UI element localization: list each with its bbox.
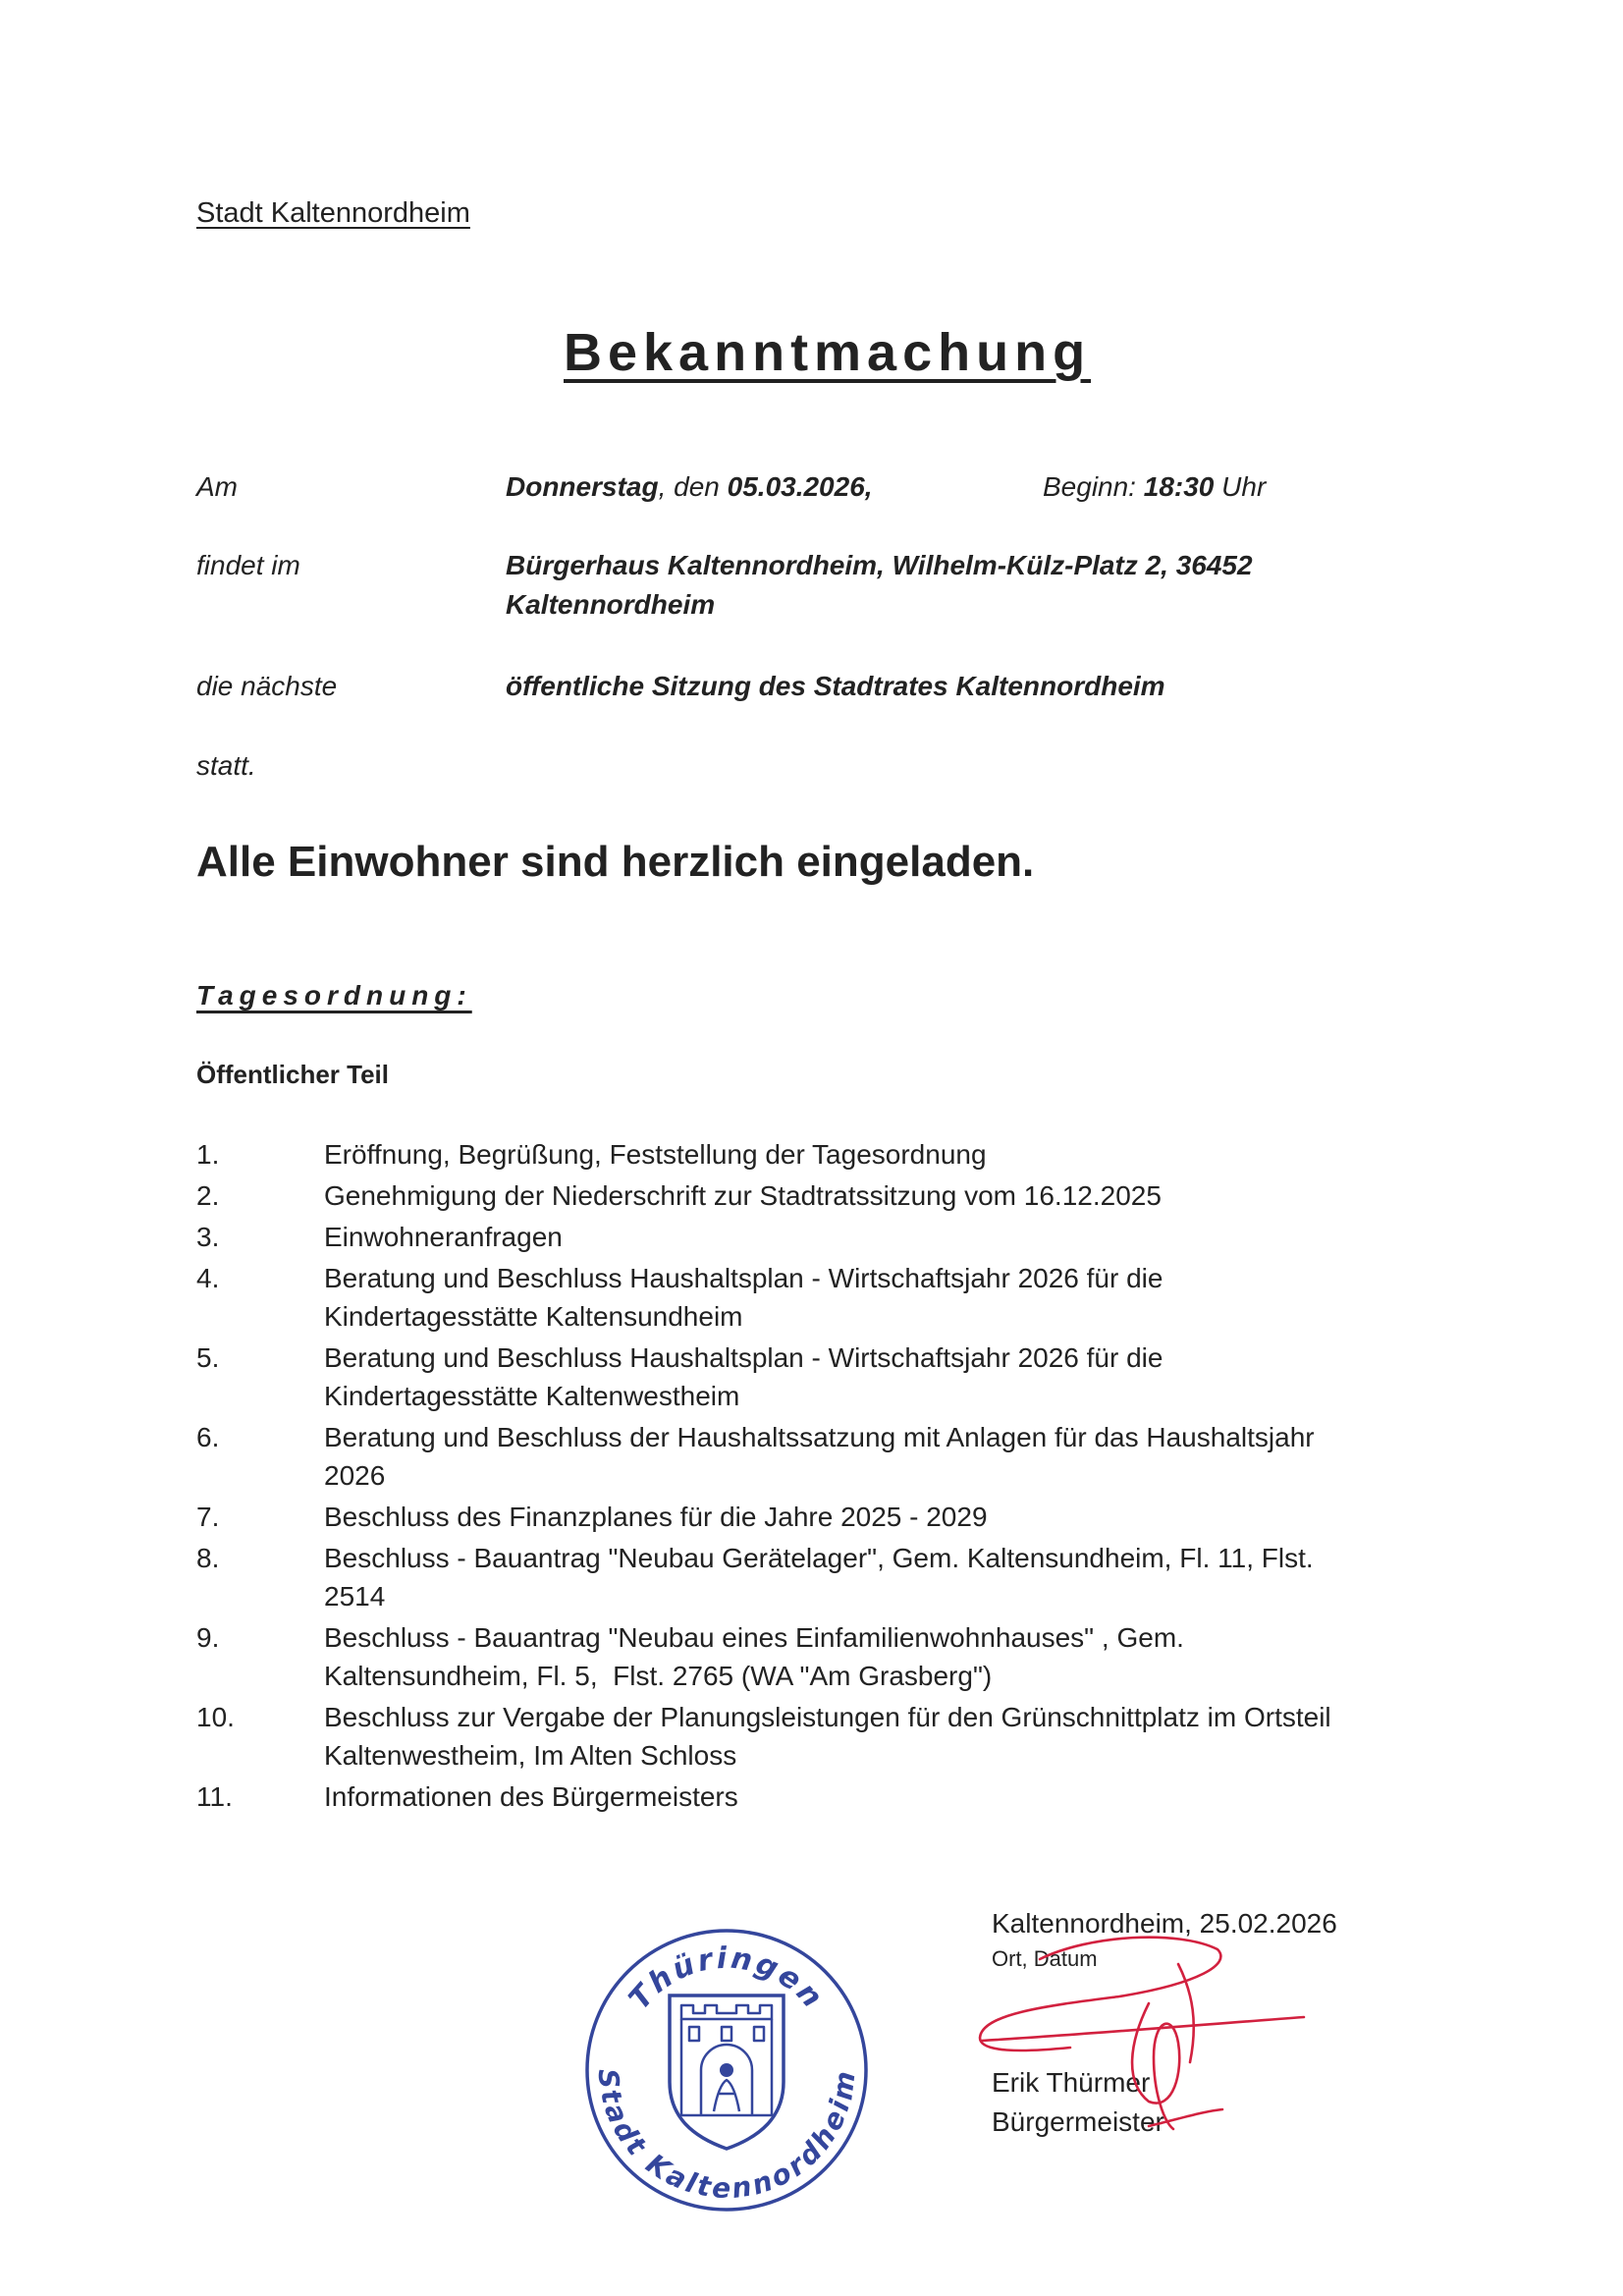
- session-label: die nächste: [196, 671, 338, 701]
- agenda-section-title: Öffentlicher Teil: [196, 1060, 389, 1089]
- agenda-item: [196, 1218, 1331, 1256]
- venue-line: Kaltennordheim: [506, 589, 716, 620]
- agenda-item-number: 2.: [196, 1180, 220, 1211]
- agenda-item: [196, 1539, 1331, 1615]
- agenda-item-number: 7.: [196, 1502, 220, 1532]
- signatory-role: Bürgermeister: [992, 2106, 1164, 2137]
- agenda-item-text: [324, 1618, 1184, 1695]
- agenda-item-text: [324, 1539, 1314, 1615]
- agenda-item-number: 6.: [196, 1422, 220, 1452]
- meeting-weekday: Donnerstag: [506, 471, 659, 502]
- invitation-text: Alle Einwohner sind herzlich eingeladen.: [196, 838, 1035, 886]
- agenda-item: [196, 1498, 1331, 1536]
- agenda-item-number: 3.: [196, 1222, 220, 1252]
- issuing-town: Stadt Kaltennordheim: [196, 197, 470, 229]
- meeting-start: [1043, 467, 1266, 506]
- date-connector: , den: [658, 471, 728, 502]
- place-and-date: Kaltennordheim, 25.02.2026: [992, 1908, 1337, 1939]
- agenda-item-text: [324, 1418, 1315, 1495]
- agenda-item: [196, 1259, 1331, 1336]
- agenda-item-line: Eröffnung, Begrüßung, Feststellung der Tagesordnung: [324, 1139, 987, 1170]
- seal-ring-lettering: Stadt Kaltennordheim: [591, 2066, 862, 2206]
- seal-top-lettering: Thüringen: [622, 1941, 832, 2017]
- agenda-item: [196, 1618, 1331, 1695]
- agenda-item-number: 4.: [196, 1263, 220, 1293]
- agenda-item-number: 9.: [196, 1622, 220, 1653]
- agenda-item-line: Kaltenwestheim, Im Alten Schloss: [324, 1740, 737, 1771]
- agenda-item-line: Beratung und Beschluss Haushaltsplan - Wirtschaftsjahr 2026 für die: [324, 1342, 1163, 1373]
- city-seal-stamp: [579, 1923, 874, 2217]
- mayor-signature: [962, 1915, 1325, 2151]
- agenda-item: [196, 1418, 1331, 1495]
- agenda-item-text: [324, 1498, 988, 1536]
- agenda-item-line: 2026: [324, 1460, 386, 1491]
- agenda-item-line: Informationen des Bürgermeisters: [324, 1781, 738, 1812]
- begin-time: 18:30: [1143, 471, 1215, 502]
- agenda-item-line: Beratung und Beschluss Haushaltsplan - Wirtschaftsjahr 2026 für die: [324, 1263, 1163, 1293]
- agenda-item-line: Einwohneranfragen: [324, 1222, 563, 1252]
- agenda-item-text: [324, 1777, 738, 1816]
- agenda-item-text: [324, 1259, 1163, 1336]
- closing-word: statt.: [196, 750, 256, 781]
- agenda-item: [196, 1176, 1331, 1215]
- begin-label: Beginn:: [1043, 471, 1144, 502]
- agenda-item: [196, 1339, 1331, 1415]
- agenda-item-line: Beschluss - Bauantrag "Neubau Gerätelager", Gem. Kaltensundheim, Fl. 11, Flst.: [324, 1543, 1314, 1573]
- agenda-item-line: 2514: [324, 1581, 386, 1612]
- agenda-item-text: [324, 1176, 1162, 1215]
- agenda-item-number: 10.: [196, 1702, 235, 1732]
- meeting-date: [506, 467, 873, 506]
- venue-label: findet im: [196, 550, 300, 580]
- agenda-item-text: [324, 1135, 987, 1174]
- agenda-item-number: 5.: [196, 1342, 220, 1373]
- agenda-item: [196, 1135, 1331, 1174]
- agenda-item-line: Kindertagesstätte Kaltensundheim: [324, 1301, 743, 1332]
- agenda-item: [196, 1698, 1331, 1775]
- agenda-item: [196, 1777, 1331, 1816]
- agenda-item-text: [324, 1698, 1331, 1775]
- agenda-item-text: [324, 1218, 563, 1256]
- venue-line: Bürgerhaus Kaltennordheim, Wilhelm-Külz-Platz 2, 36452: [506, 550, 1253, 580]
- agenda-item-number: 11.: [196, 1781, 233, 1812]
- begin-unit: Uhr: [1214, 471, 1267, 502]
- meeting-date-value: 05.03.2026,: [727, 471, 873, 502]
- agenda-item-line: Kaltensundheim, Fl. 5, Flst. 2765 (WA "Am Grasberg"): [324, 1661, 993, 1691]
- agenda-item-text: [324, 1339, 1163, 1415]
- agenda-item-line: Genehmigung der Niederschrift zur Stadtratssitzung vom 16.12.2025: [324, 1180, 1162, 1211]
- agenda-list: [196, 1135, 1331, 1819]
- agenda-heading: Tagesordnung:: [196, 980, 472, 1011]
- signatory-name: Erik Thürmer: [992, 2067, 1151, 2098]
- coat-of-arms-shield-icon: [670, 1995, 784, 2149]
- agenda-item-line: Beschluss des Finanzplanes für die Jahre 2025 - 2029: [324, 1502, 988, 1532]
- place-date-caption: Ort, Datum: [992, 1946, 1098, 1971]
- agenda-item-number: 8.: [196, 1543, 220, 1573]
- date-label: Am: [196, 471, 238, 502]
- seal-ring-text: [592, 2066, 862, 2205]
- agenda-item-line: Beschluss - Bauantrag "Neubau eines Einfamilienwohnhauses" , Gem.: [324, 1622, 1184, 1653]
- agenda-item-line: Beschluss zur Vergabe der Planungsleistungen für den Grünschnittplatz im Ortsteil: [324, 1702, 1331, 1732]
- agenda-item-number: 1.: [196, 1139, 220, 1170]
- session-name: öffentliche Sitzung des Stadtrates Kaltennordheim: [506, 671, 1165, 701]
- page-title: Bekanntmachung: [564, 323, 1092, 382]
- agenda-item-line: Beratung und Beschluss der Haushaltssatzung mit Anlagen für das Haushaltsjahr: [324, 1422, 1315, 1452]
- agenda-item-line: Kindertagesstätte Kaltenwestheim: [324, 1381, 740, 1411]
